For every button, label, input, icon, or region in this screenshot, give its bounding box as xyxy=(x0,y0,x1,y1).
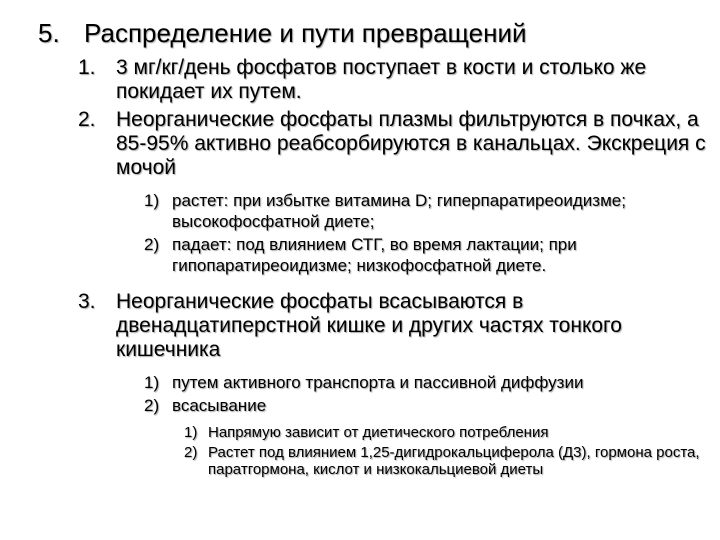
sub-sub-item-number: 2) xyxy=(184,444,198,461)
list-item-number: 2. xyxy=(78,108,96,131)
sub-item-text: всасывание xyxy=(172,396,267,415)
list-item-text: 3 мг/кг/день фосфатов поступает в кости и столько же покидает их путем. xyxy=(116,56,647,103)
list-item-1 xyxy=(78,56,708,104)
sub-sub-item-text: Растет под влиянием 1,25-дигидрокальциферола (Д3), гормона роста, паратгормона, кислот и низкокальциевой диеты xyxy=(208,444,700,478)
sub-sub-list-item xyxy=(184,424,708,441)
sub-item-text: падает: под влиянием СТГ, во время лактации; при гипопаратиреоидизме; низкофосфатной диете. xyxy=(172,235,577,275)
main-list xyxy=(78,56,708,495)
title-text: Распределение и пути превращений xyxy=(84,18,527,48)
list-item-2 xyxy=(78,108,708,286)
sub-item-number: 1) xyxy=(144,191,160,210)
sub-list-item xyxy=(144,234,708,276)
sub-list-item xyxy=(144,395,708,481)
sub-item-number: 2) xyxy=(144,396,160,415)
sub-sub-item-text: Напрямую зависит от диетического потребления xyxy=(208,424,549,441)
sub-list xyxy=(78,190,708,276)
slide-title xyxy=(38,16,698,50)
sub-item-text: растет: при избытке витамина D; гиперпаратиреоидизме; высокофосфатной диете; xyxy=(172,191,626,231)
list-item-3 xyxy=(78,290,708,491)
list-item-body xyxy=(116,290,708,491)
sub-sub-list xyxy=(144,424,708,478)
sub-sub-list-item xyxy=(184,444,708,478)
list-item-body xyxy=(116,108,708,286)
sub-list-item xyxy=(144,190,708,232)
list-item-text: Неорганические фосфаты всасываются в двенадцатиперстной кишке и других частях тонкого кишечника xyxy=(116,290,622,361)
sub-list-item xyxy=(144,372,708,393)
sub-item-body xyxy=(172,395,708,481)
sub-item-text: путем активного транспорта и пассивной диффузии xyxy=(172,373,584,392)
sub-list xyxy=(78,372,708,481)
list-item-text: Неорганические фосфаты плазмы фильтруются в почках, а 85-95% активно реабсорбируются в канальцах. Экскреция с мочой xyxy=(116,108,706,179)
sub-item-number: 2) xyxy=(144,235,160,254)
list-item-number: 3. xyxy=(78,290,96,313)
sub-item-number: 1) xyxy=(144,373,160,392)
list-item-number: 1. xyxy=(78,56,96,79)
sub-sub-item-number: 1) xyxy=(184,424,198,441)
title-number: 5. xyxy=(38,18,60,48)
